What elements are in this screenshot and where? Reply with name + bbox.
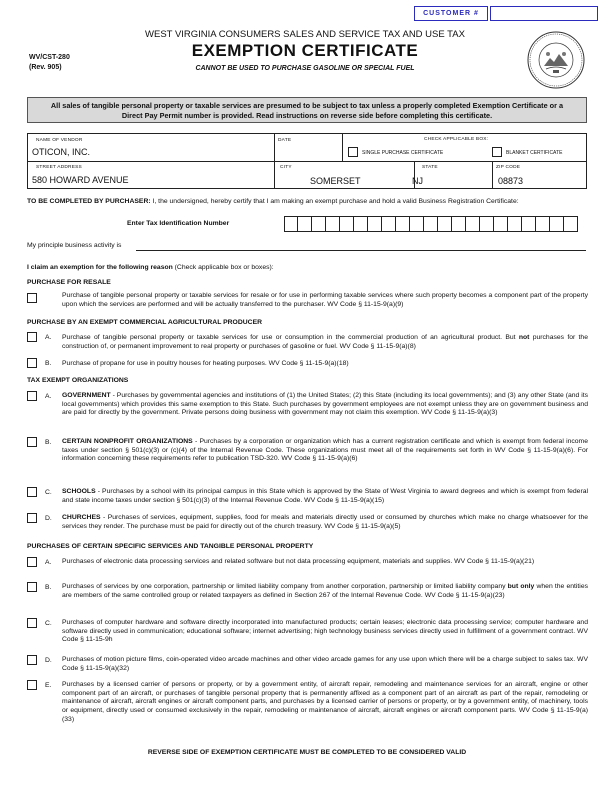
churches-letter: D. <box>45 515 52 522</box>
tin-digit-cell[interactable] <box>382 216 396 232</box>
purchaser-statement-text: I, the undersigned, hereby certify that I am making an exempt purchase and hold a valid Business Registration Certificate: <box>152 198 519 205</box>
schools-checkbox[interactable] <box>27 487 37 497</box>
government-checkbox[interactable] <box>27 391 37 401</box>
zip-code-label: ZIP CODE <box>496 165 521 170</box>
zip-code-value[interactable]: 08873 <box>498 176 524 186</box>
schools-letter: C. <box>45 489 52 496</box>
check-applicable-label: CHECK APPLICABLE BOX: <box>424 137 489 142</box>
vendor-name-value[interactable]: OTICON, INC. <box>32 147 90 157</box>
services-e-letter: E. <box>45 682 52 689</box>
agricultural-b-letter: B. <box>45 360 52 367</box>
services-b-bold: but only <box>507 583 535 590</box>
single-purchase-checkbox[interactable] <box>348 147 358 157</box>
purchaser-heading: TO BE COMPLETED BY PURCHASER: <box>27 198 151 205</box>
services-b-text-1: Purchases of services by one corporation, partnership or limited liability company from another corporation, partnership or limited liability company <box>62 583 506 590</box>
date-label: DATE <box>278 138 292 143</box>
nonprofit-description: - Purchases by a corporation or organization which has a current registration certificate and which is exempt from federal income taxes under section § 501(c)(3) or (c)(4) of the Internal Revenue Code. These organizations must meet all of the requirements set forth in WV Code § 11-15-9(a)(6). For information concerning these requirements refer to publication TSD-320. WV Code § 11-15-9(a)(6) <box>62 438 588 463</box>
tin-digit-cell[interactable] <box>452 216 466 232</box>
state-label: STATE <box>422 165 438 170</box>
agricultural-a-letter: A. <box>45 334 52 341</box>
claim-statement <box>27 264 274 273</box>
table-divider <box>28 161 586 162</box>
schools-description: - Purchases by a school with its principal campus in this State which is approved by the State of West Virginia to award degrees and which is exempt from federal and state income taxes under section § 501(c)(3) of the Internal Revenue Code. WV Code § 11-15-9(a)(15) <box>62 488 589 504</box>
agricultural-a-text-1: Purchase of tangible personal property or taxable services for use or consumption in the commercial production of an agricultural product. But <box>62 334 516 341</box>
table-divider <box>492 161 493 188</box>
table-divider <box>342 134 343 161</box>
services-b-text <box>62 583 588 600</box>
agricultural-a-text-2: purchases for the construction of, or permanent improvement to real property or purchases of gasoline or fuel. WV Code § 11-15-9(a)(8) <box>62 334 588 350</box>
tin-digit-cell[interactable] <box>340 216 354 232</box>
business-activity-label: My principle business activity is <box>27 242 122 249</box>
state-value[interactable]: NJ <box>412 176 423 186</box>
government-description: - Purchases by governmental agencies and institutions of (1) the United States; (2) this State (including its local governments); and (3) any other State (and its local governments) which provides this same exemption to this State. Such purchases by government employees are not exempt unless they are on government business and are paid for directly by the government. Private persons doing business with government may not claim this exemption. WV Code § 11-15-9(a)(3) <box>62 392 589 417</box>
services-d-letter: D. <box>45 657 52 664</box>
tin-digit-cell[interactable] <box>284 216 298 232</box>
business-activity-field[interactable] <box>136 250 586 251</box>
city-value[interactable]: SOMERSET <box>310 176 361 186</box>
services-c-text: Purchases of computer hardware and software directly incorporated into manufactured products; certain leases; electronic data processing service; computer hardware and software directly used in communication; educational software; internet advertising; high technology business services directly used in fulfillment of a government contract. WV Code § 11-15-9h <box>62 619 588 644</box>
schools-text <box>62 488 588 505</box>
services-c-letter: C. <box>45 620 52 627</box>
agricultural-a-not: not <box>518 334 530 341</box>
vendor-name-label: NAME OF VENDOR <box>36 138 83 143</box>
tin-digit-cell[interactable] <box>312 216 326 232</box>
tin-digit-cell[interactable] <box>494 216 508 232</box>
tin-digit-cell[interactable] <box>438 216 452 232</box>
tin-digit-cell[interactable] <box>410 216 424 232</box>
tin-digit-cell[interactable] <box>354 216 368 232</box>
schools-title: SCHOOLS <box>62 488 96 495</box>
form-subtitle: CANNOT BE USED TO PURCHASE GASOLINE OR SPECIAL FUEL <box>195 65 415 72</box>
services-b-text-2: when the entities are members of the same controlled group or related taxpayers as defined in Section 267 of the Internal Revenue Code. WV Code § 11-15-9(a)(23) <box>62 583 588 599</box>
agricultural-a-checkbox[interactable] <box>27 332 37 342</box>
agricultural-b-checkbox[interactable] <box>27 358 37 368</box>
vendor-table <box>27 133 587 189</box>
tin-digit-cell[interactable] <box>522 216 536 232</box>
services-d-text: Purchases of motion picture films, coin-operated video arcade machines and other video arcade games for any use upon which there will be a charge subject to sales tax. WV Code § 11-15-9(a)(32) <box>62 656 588 672</box>
blanket-certificate-checkbox[interactable] <box>492 147 502 157</box>
services-d-checkbox[interactable] <box>27 655 37 665</box>
agricultural-heading: PURCHASE BY AN EXEMPT COMMERCIAL AGRICULTURAL PRODUCER <box>27 319 263 326</box>
tin-input-grid[interactable] <box>284 216 578 232</box>
tin-digit-cell[interactable] <box>368 216 382 232</box>
tin-digit-cell[interactable] <box>536 216 550 232</box>
services-b-checkbox[interactable] <box>27 582 37 592</box>
services-a-text: Purchases of electronic data processing services and related software but not data processing equipment, materials and supplies. WV Code § 11-15-9(a)(21) <box>62 558 535 565</box>
street-address-value[interactable]: 580 HOWARD AVENUE <box>32 175 129 185</box>
resale-heading: PURCHASE FOR RESALE <box>27 279 111 286</box>
services-a-checkbox[interactable] <box>27 557 37 567</box>
blanket-certificate-label: BLANKET CERTIFICATE <box>506 150 563 156</box>
services-a-letter: A. <box>45 559 52 566</box>
purchaser-statement <box>27 198 592 207</box>
government-title: GOVERNMENT <box>62 392 111 399</box>
form-title: EXEMPTION CERTIFICATE <box>191 41 419 60</box>
tin-digit-cell[interactable] <box>424 216 438 232</box>
tin-digit-cell[interactable] <box>480 216 494 232</box>
city-label: CITY <box>280 165 292 170</box>
tin-label: Enter Tax Identification Number <box>127 220 230 227</box>
government-text <box>62 392 588 418</box>
churches-description: - Purchases of services, equipment, supplies, food for meals and materials directly used or consumed by churches which make no charge whatsoever for the services they render. The purchase must be paid for directly out of the church treasury. WV Code § 11-15-9(a)(5) <box>62 514 589 530</box>
services-heading: PURCHASES OF CERTAIN SPECIFIC SERVICES AND TANGIBLE PERSONAL PROPERTY <box>27 543 314 550</box>
single-purchase-label: SINGLE PURCHASE CERTIFICATE <box>362 150 444 156</box>
tin-digit-cell[interactable] <box>298 216 312 232</box>
claim-bold: I claim an exemption for the following reason <box>27 264 173 271</box>
churches-text <box>62 514 588 531</box>
services-b-letter: B. <box>45 584 52 591</box>
form-revision: (Rev. 905) <box>29 64 62 71</box>
nonprofit-letter: B. <box>45 439 52 446</box>
tin-digit-cell[interactable] <box>508 216 522 232</box>
organizations-heading: TAX EXEMPT ORGANIZATIONS <box>27 377 129 384</box>
services-c-checkbox[interactable] <box>27 618 37 628</box>
notice-banner: All sales of tangible personal property or taxable services are presumed to be subject to tax unless a properly completed Exemption Certificate or a Direct Pay Permit number is provided. Read instructions on reverse side before completing this certificate. <box>27 97 587 123</box>
resale-checkbox[interactable] <box>27 293 37 303</box>
table-divider <box>274 134 275 188</box>
customer-number-label: CUSTOMER # <box>414 6 488 21</box>
services-e-checkbox[interactable] <box>27 680 37 690</box>
form-number: WV/CST-280 <box>29 54 70 61</box>
government-letter: A. <box>45 393 52 400</box>
tin-digit-cell[interactable] <box>326 216 340 232</box>
footer-notice: REVERSE SIDE OF EXEMPTION CERTIFICATE MUST BE COMPLETED TO BE CONSIDERED VALID <box>147 749 467 756</box>
churches-title: CHURCHES <box>62 514 101 521</box>
street-address-label: STREET ADDRESS <box>36 165 82 170</box>
nonprofit-text <box>62 438 588 464</box>
tin-digit-cell[interactable] <box>564 216 578 232</box>
state-seal-icon <box>526 30 586 90</box>
claim-rest: (Check applicable box or boxes): <box>174 264 274 271</box>
agricultural-b-text: Purchase of propane for use in poultry houses for heating purposes. WV Code § 11-15-9(a)(18) <box>62 360 349 367</box>
churches-checkbox[interactable] <box>27 513 37 523</box>
state-title: WEST VIRGINIA CONSUMERS SALES AND SERVICE TAX AND USE TAX <box>145 29 465 40</box>
tin-digit-cell[interactable] <box>466 216 480 232</box>
customer-number-field[interactable] <box>490 6 598 21</box>
tin-digit-cell[interactable] <box>396 216 410 232</box>
nonprofit-title: CERTAIN NONPROFIT ORGANIZATIONS <box>62 438 193 445</box>
tin-digit-cell[interactable] <box>550 216 564 232</box>
nonprofit-checkbox[interactable] <box>27 437 37 447</box>
agricultural-a-text <box>62 334 588 351</box>
resale-text: Purchase of tangible personal property or taxable services for resale or for use in performing taxable services where such property becomes a component part of the property upon which the services are performed and will be actually transferred to the purchaser. WV Code § 11-15-9(a)(9) <box>62 292 588 308</box>
services-e-text: Purchases by a licensed carrier of persons or property, or by a government entity, of aircraft repair, remodeling and maintenance services for an aircraft, engine or other component part of an aircraft, or purchases of tangible personal property that is permanently affixed as a component part of an aircraft as part of the repair, remodeling or maintenance of aircraft, aircraft engines or aircraft component parts, and purchases by a licensed carrier of persons or property, or by a government entity, of machinery, tools or equipment, directly used or consumed exclusively in the repair, remodeling or maintenance of aircraft, aircraft engines or aircraft component parts. WV Code § 11-15-9(a)(33) <box>62 681 588 723</box>
